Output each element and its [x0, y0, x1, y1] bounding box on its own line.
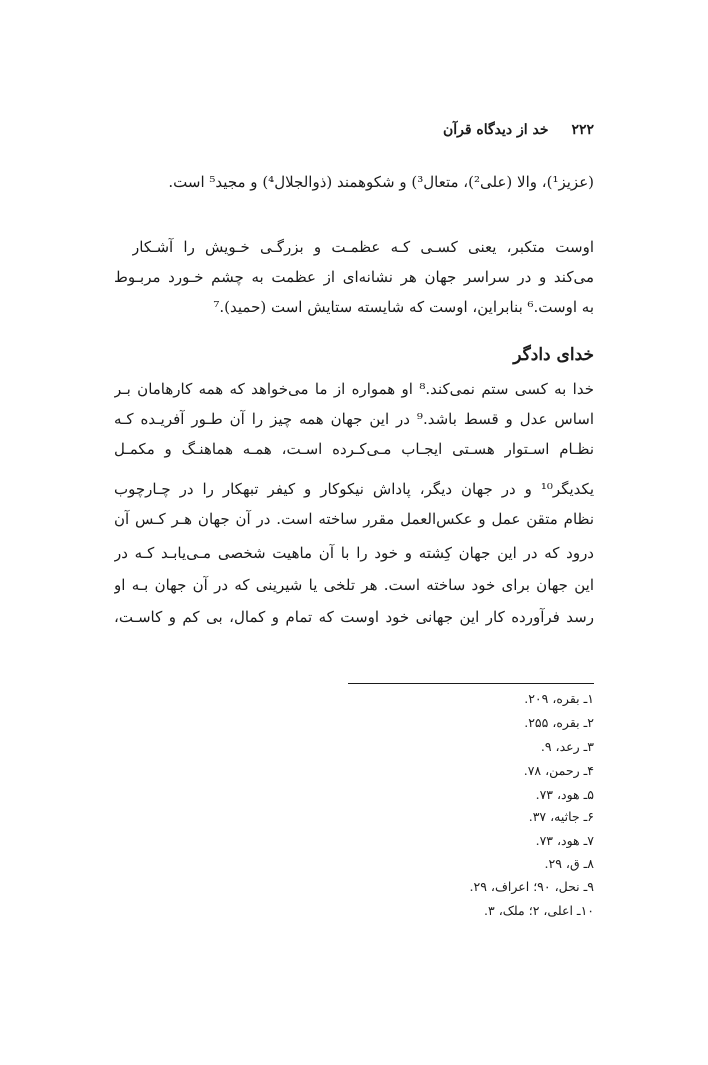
running-head	[443, 122, 594, 138]
footnote: ۷ـ هود، ۷۳.	[535, 833, 594, 848]
paragraph-line: نظـام اسـتوار هسـتی ایجـاب مـی‌کـرده اسـت، همـه هماهنـگ و مکمـل	[114, 440, 594, 458]
footnote: ۹ـ نحل، ۹۰؛ اعراف، ۲۹.	[469, 879, 594, 894]
paragraph-line: یکدیگر¹⁰ و در جهان دیگر، پاداش نیکوکار و کیفر تبهکار را در چـارچوب	[114, 480, 594, 498]
footnote: ۱ـ بقره، ۲۰۹.	[524, 691, 594, 706]
footnote: ۴ـ رحمن، ۷۸.	[523, 763, 594, 778]
footnote: ۵ـ هود، ۷۳.	[535, 787, 594, 802]
paragraph-line: این جهان برای خود ساخته است. هر تلخی یا شیرینی که در آن جهان بـه او	[114, 576, 594, 594]
paragraph-line: رسد فرآورده کار این جهانی خود اوست که تمام و کمال، بی کم و کاسـت،	[114, 608, 594, 626]
footnote: ۱۰ـ اعلی، ۲؛ ملک، ۳.	[484, 903, 594, 918]
paragraph-line: اوست متکبر، یعنی کسـی کـه عظمـت و بزرگـی خـویش را آشـکار	[132, 238, 594, 256]
footnote: ۶ـ جاثیه، ۳۷.	[528, 809, 594, 824]
footnote: ۲ـ بقره، ۲۵۵.	[524, 715, 594, 730]
footnote-divider	[348, 683, 594, 684]
intro-line: (عزیز¹)، والا (علی²)، متعال³) و شکوهمند (ذوالجلال⁴) و مجید⁵ است.	[168, 173, 594, 191]
page-number: ۲۲۲	[571, 122, 594, 138]
footnote: ۳ـ رعد، ۹.	[540, 739, 594, 754]
running-head-title: خد از دیدگاه قرآن	[442, 122, 549, 138]
section-heading: خدای دادگر	[513, 345, 594, 365]
footnote: ۸ـ ق، ۲۹.	[544, 856, 594, 871]
paragraph-line: اساس عدل و قسط باشد.⁹ در این جهان همه چیز را آن طـور آفریـده کـه	[114, 410, 594, 428]
paragraph-line: خدا به کسی ستم نمی‌کند.⁸ او همواره از ما می‌خواهد که همه کارهامان بـر	[114, 380, 594, 398]
paragraph-line: نظام متقن عمل و عکس‌العمل مقرر ساخته است. در آن جهان هـر کـس آن	[114, 510, 594, 528]
paragraph-line: درود که در این جهان کِشته و خود را با آن ماهیت شخصی مـی‌یابـد کـه در	[114, 544, 594, 562]
paragraph-line: می‌کند و در سراسر جهان هر نشانه‌ای از عظمت به چشم خـورد مربـوط	[114, 268, 594, 286]
paragraph-line: به اوست.⁶ بنابراین، اوست که شایسته ستایش است (حمید).⁷	[213, 298, 594, 316]
